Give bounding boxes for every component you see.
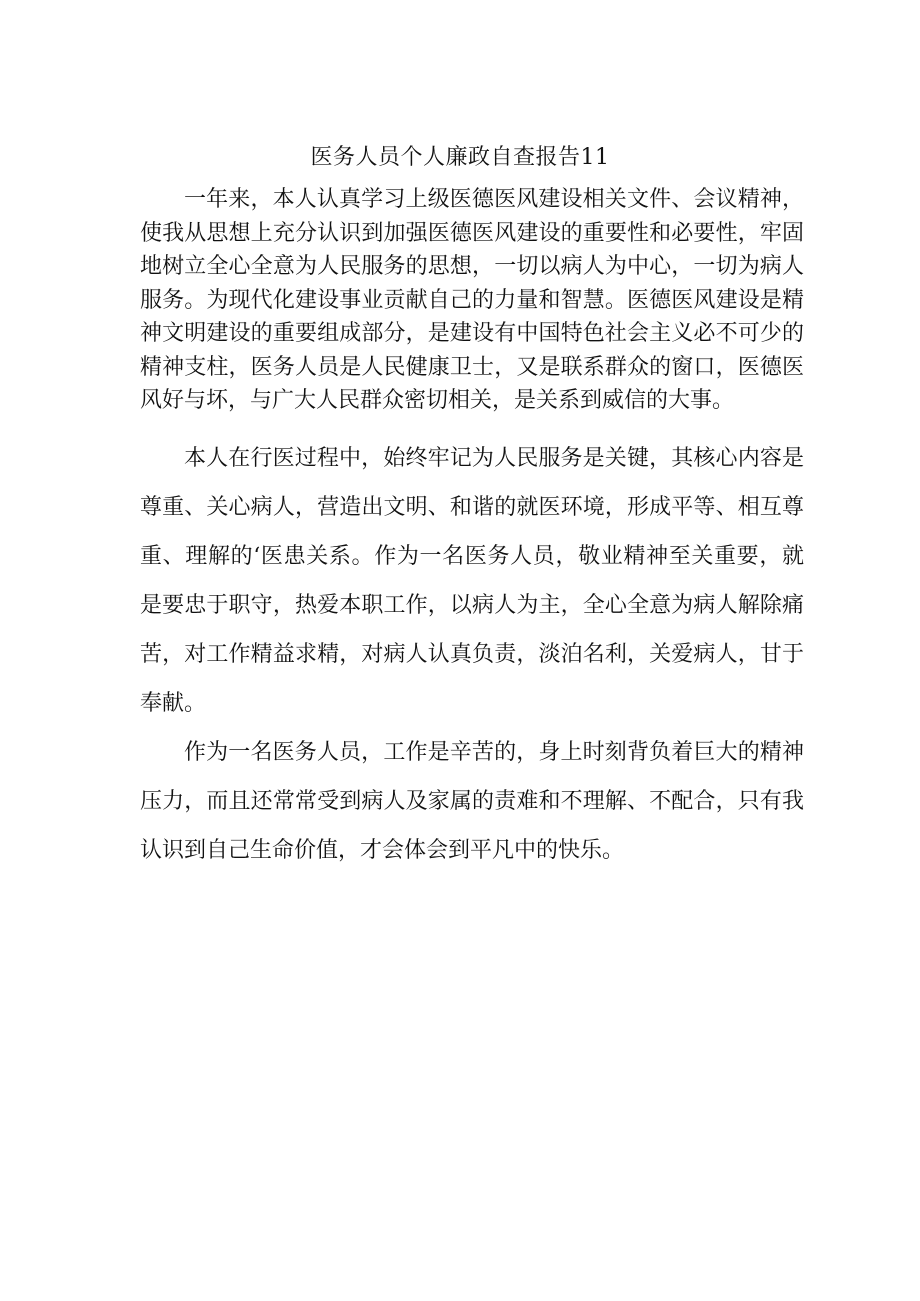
- paragraph-2: 本人在行医过程中，始终牢记为人民服务是关键，其核心内容是尊重、关心病人，营造出文明、和谐的就医环境，形成平等、相互尊重、理解的‘医患关系。作为一名医务人员，敬业精神至关重要，就是要忠于职守，热爱本职工作，以病人为主，全心全意为病人解除痛苦，对工作精益求精，对病人认真负责，淡泊名利，关爱病人，甘于奉献。: [140, 446, 804, 716]
- document-title: 医务人员个人廉政自查报告11: [310, 145, 610, 170]
- paragraph-1: 一年来，本人认真学习上级医德医风建设相关文件、会议精神，使我从思想上充分认识到加强医德医风建设的重要性和必要性，牢固地树立全心全意为人民服务的思想，一切以病人为中心，一切为病人服务。为现代化建设事业贡献自己的力量和智慧。医德医风建设是精神文明建设的重要组成部分，是建设有中国特色社会主义必不可少的精神支柱，医务人员是人民健康卫士，又是联系群众的窗口，医德医风好与坏，与广大人民群众密切相关，是关系到威信的大事。: [140, 187, 804, 413]
- paragraph-3: 作为一名医务人员，工作是辛苦的，身上时刻背负着巨大的精神压力，而且还常常受到病人及家属的责难和不理解、不配合，只有我认识到自己生命价值，才会体会到平凡中的快乐。: [140, 740, 804, 863]
